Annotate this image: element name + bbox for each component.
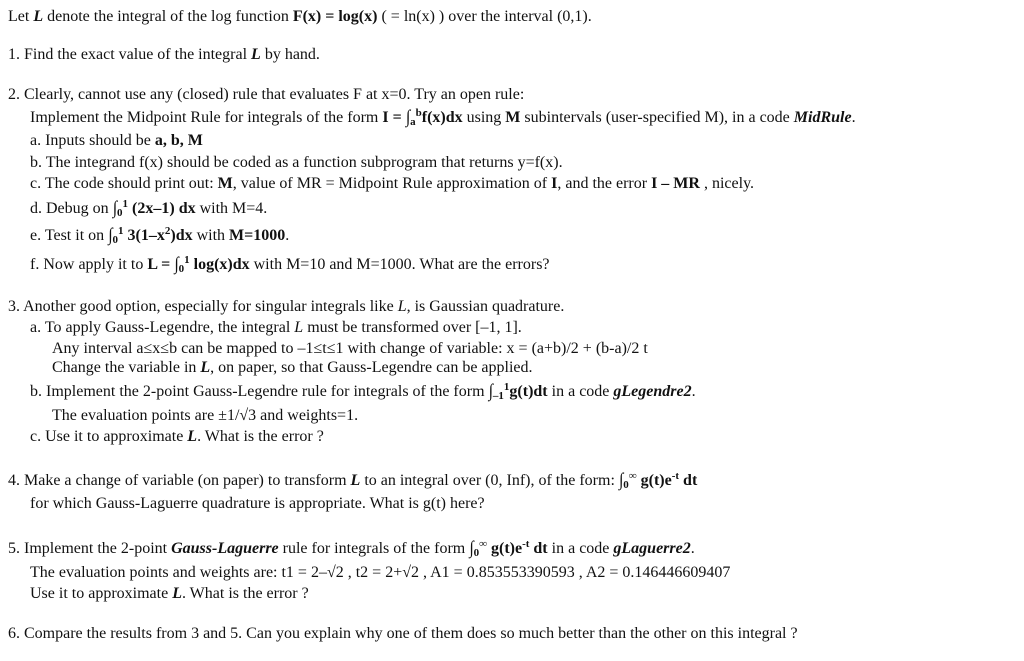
integral-sign: ∫ (488, 381, 493, 402)
q3b-text: in a code (547, 383, 614, 400)
q5-text: in a code (547, 540, 614, 557)
integrand: dt (679, 472, 698, 489)
q2f-text: f. Now apply it to (30, 256, 148, 273)
integrand: g(t)e (636, 472, 672, 489)
q2-item-d (30, 198, 268, 219)
q2f-text: with M=10 and M=1000. What are the errors? (249, 256, 550, 273)
q2-item-e (30, 225, 290, 246)
symbol-M: M (217, 175, 233, 192)
q3b-text: . (691, 383, 696, 400)
lower-limit: 0 (473, 547, 480, 559)
lower-limit: 0 (117, 207, 123, 219)
q5-text: 5. Implement the 2-point (8, 540, 172, 557)
q3a-text: a. To apply Gauss-Legendre, the integral (30, 319, 295, 336)
q3b-text: b. Implement the 2-point Gauss-Legendre rule for integrals of the form (30, 383, 489, 400)
q5-text: rule for integrals of the form (278, 540, 470, 557)
intro-line (8, 9, 592, 25)
q3-text: 3. Another good option, especially for singular integrals like (8, 298, 398, 315)
q3-item-a-line3 (52, 360, 533, 376)
q2e-text: e. Test it on (30, 227, 109, 244)
q3-item-c (30, 429, 324, 445)
q3-item-b-line2: The evaluation points are ±1/√3 and weights=1. (52, 407, 359, 424)
lower-limit: 0 (178, 263, 185, 275)
exponent: 2 (164, 225, 171, 237)
upper-limit: ∞ (479, 538, 487, 550)
symbol-L: L (350, 472, 361, 489)
symbol-L: L (200, 359, 211, 376)
method-name: Gauss-Laguerre (171, 540, 279, 557)
code-name-glegendre2: gLegendre2 (613, 383, 692, 400)
upper-limit: ∞ (628, 470, 637, 482)
q2e-text: . (285, 227, 290, 244)
code-name-glaguerre2: gLaguerre2 (613, 540, 691, 557)
q2-item-a (30, 133, 203, 149)
symbol-L: L (397, 298, 407, 315)
q5-text: . (690, 540, 695, 557)
integral-sign: ∫ (405, 107, 411, 128)
q2d-text: d. Debug on (30, 200, 113, 217)
integral-sign: ∫ (618, 470, 624, 491)
q2-text: subintervals (user-specified M), in a code (520, 109, 794, 126)
q3c-text: c. Use it to approximate (30, 428, 188, 445)
integrand: g(t)e (486, 540, 523, 557)
code-name-midrule: MidRule (793, 109, 852, 126)
q5-text: Use it to approximate (30, 585, 173, 602)
symbol-L: L (33, 8, 44, 25)
q2c-text: , value of MR = Midpoint Rule approximation of (232, 175, 552, 192)
symbol-L: L (294, 319, 304, 336)
function-definition: F(x) = log(x) (292, 8, 378, 25)
symbol-L: L (187, 428, 198, 445)
question-2-title: 2. Clearly, cannot use any (closed) rule that evaluates F at x=0. Try an open rule: (8, 86, 525, 103)
integrand: g(t)dt (509, 383, 548, 400)
integrand: log(x)dx (189, 256, 250, 273)
q5-text: . What is the error ? (181, 585, 309, 602)
q2c-text: c. The code should print out: (30, 175, 218, 192)
lower-limit: a (410, 116, 416, 128)
q3-item-b (30, 381, 696, 402)
q2d-text: with M=4. (195, 200, 268, 217)
integral-sign: ∫ (108, 225, 113, 246)
question-3-title (8, 299, 564, 315)
symbol-L: L = (147, 256, 175, 273)
symbol-L: L (251, 46, 261, 63)
q2-item-c (30, 176, 754, 192)
integrand: 3(1–x (123, 227, 165, 244)
q2c-text: , and the error (557, 175, 652, 192)
q2-text: Implement the Midpoint Rule for integrals of the form (30, 109, 383, 126)
q2e-text: with (192, 227, 230, 244)
q3-text: , is Gaussian quadrature. (406, 298, 565, 315)
q3c-text: . What is the error ? (197, 428, 324, 445)
exponent: -t (522, 538, 530, 550)
question-1 (8, 47, 320, 63)
upper-limit: 1 (503, 381, 510, 393)
integrand: dt (529, 540, 548, 557)
question-5-line2: The evaluation points and weights are: t1 = 2–√2 , t2 = 2+√2 , A1 = 0.853553390593 , A2 = 0.146446609407 (30, 564, 731, 581)
inputs: a, b, M (154, 132, 203, 149)
q3-item-a (30, 320, 522, 336)
symbol-L: L (172, 585, 182, 602)
question-5-line3 (30, 586, 309, 602)
question-5 (8, 538, 695, 559)
question-6: 6. Compare the results from 3 and 5. Can you explain why one of them does so much better than the other on this integral ? (8, 625, 798, 642)
upper-limit: b (415, 107, 422, 119)
q1-text: by hand. (260, 46, 320, 63)
question-4-line2: for which Gauss-Laguerre quadrature is appropriate. What is g(t) here? (30, 495, 485, 512)
q3a-text: , on paper, so that Gauss-Legendre can be applied. (210, 359, 533, 376)
q2-item-f (30, 254, 550, 275)
q3a-text: Change the variable in (52, 359, 201, 376)
error-expression: I – MR (651, 175, 700, 192)
upper-limit: 1 (118, 225, 124, 237)
q2a-text: a. Inputs should be (30, 132, 155, 149)
integral-sign: ∫ (112, 198, 118, 219)
q4-text: 4. Make a change of variable (on paper) to transform (8, 472, 351, 489)
q4-text: to an integral over (0, Inf), of the form: (360, 472, 619, 489)
integrand: f(x)dx (421, 109, 463, 126)
lower-limit: 0 (112, 234, 119, 246)
lower-limit: –1 (492, 390, 504, 402)
intro-text: Let (8, 8, 34, 25)
q2-text: . (851, 109, 856, 126)
upper-limit: 1 (122, 198, 129, 210)
q3-item-a-line2: Any interval a≤x≤b can be mapped to –1≤t≤1 with change of variable: x = (a+b)/2 + (b-a)/2 t (52, 340, 648, 357)
symbol-M: M (505, 109, 521, 126)
q3a-text: must be transformed over [–1, 1]. (303, 319, 522, 336)
lower-limit: 0 (623, 479, 629, 491)
integrand: )dx (170, 227, 193, 244)
symbol-I: I = (382, 109, 406, 126)
upper-limit: 1 (184, 254, 190, 266)
symbol-I: I (551, 175, 558, 192)
integrand: (2x–1) dx (128, 200, 196, 217)
integral-sign: ∫ (469, 538, 474, 559)
intro-text: ( = ln(x) ) over the interval (0,1). (377, 8, 592, 25)
question-2-implement (30, 107, 856, 128)
question-4 (8, 470, 698, 491)
integral-sign: ∫ (174, 254, 179, 275)
q2-item-b: b. The integrand f(x) should be coded as a function subprogram that returns y=f(x). (30, 154, 563, 171)
q1-text: 1. Find the exact value of the integral (8, 46, 252, 63)
m-value: M=1000 (229, 227, 286, 244)
exponent: -t (671, 470, 680, 482)
q2-text: using (462, 109, 506, 126)
intro-text: denote the integral of the log function (43, 8, 293, 25)
q2c-text: , nicely. (699, 175, 755, 192)
